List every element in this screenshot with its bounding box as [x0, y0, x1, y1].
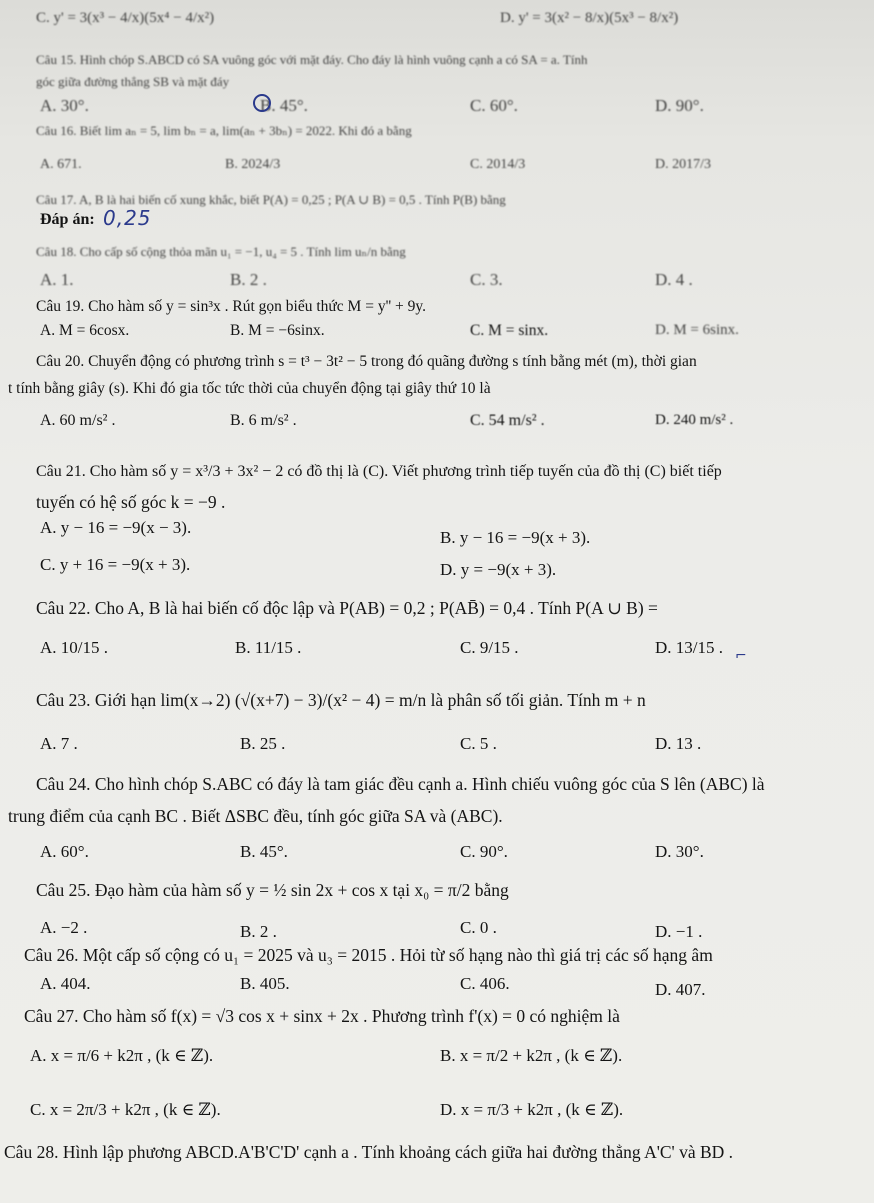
q27-option-c: C. x = 2π/3 + k2π , (k ∈ ℤ). — [30, 1100, 221, 1119]
q24-text-2: trung điểm của cạnh BC . Biết ΔSBC đều, tính góc giữa SA và (ABC). — [8, 806, 503, 826]
q28-text: Câu 28. Hình lập phương ABCD.A'B'C'D' cạnh a . Tính khoảng cách giữa hai đường thẳng A'C' và BD . — [4, 1142, 734, 1162]
q21-text: Câu 21. Cho hàm số y = x³/3 + 3x² − 2 có đồ thị là (C). Viết phương trình tiếp tuyến của đồ thị (C) biết tiếp — [36, 463, 722, 480]
q21-option-c: C. y + 16 = −9(x + 3). — [40, 555, 191, 574]
q20-option-b: B. 6 m/s² . — [230, 412, 297, 429]
q17-answer-label: Đáp án: — [40, 211, 95, 228]
q18-text: Câu 18. Cho cấp số cộng thỏa mãn u₁ = −1, u₄ = 5 . Tính lim uₙ/n bằng — [36, 244, 406, 259]
q23-option-a: A. 7 . — [40, 734, 78, 753]
q16-option-c: C. 2014/3 — [470, 157, 526, 172]
q23-option-d: D. 13 . — [655, 734, 702, 753]
q18-option-c: C. 3. — [470, 270, 503, 289]
q19-option-c: C. M = sinx. — [470, 322, 549, 339]
q19-option-a: A. M = 6cosx. — [40, 322, 130, 339]
q25-option-c: C. 0 . — [460, 918, 497, 937]
q15-text-2: góc giữa đường thẳng SB và mặt đáy — [36, 74, 230, 89]
q16-text: Câu 16. Biết lim aₙ = 5, lim bₙ = a, lim(aₙ + 3bₙ) = 2022. Khi đó a bằng — [36, 123, 412, 138]
q19-text: Câu 19. Cho hàm số y = sin³x . Rút gọn biểu thức M = y'' + 9y. — [36, 298, 427, 315]
q16-option-d: D. 2017/3 — [655, 157, 711, 172]
q26-option-b: B. 405. — [240, 974, 290, 993]
q19-option-d: D. M = 6sinx. — [655, 322, 739, 338]
q15-option-d: D. 90°. — [655, 96, 704, 115]
q22-option-c: C. 9/15 . — [460, 638, 519, 657]
q21-option-d: D. y = −9(x + 3). — [440, 560, 557, 579]
q15-option-c: C. 60°. — [470, 96, 518, 115]
q22-option-a: A. 10/15 . — [40, 638, 108, 657]
q20-option-c: C. 54 m/s² . — [470, 412, 545, 429]
q14-option-d: D. y' = 3(x² − 8/x)(5x³ − 8/x²) — [500, 10, 679, 26]
q16-option-a: A. 671. — [40, 157, 82, 172]
q23-option-c: C. 5 . — [460, 734, 497, 753]
q15-text: Câu 15. Hình chóp S.ABCD có SA vuông góc với mặt đáy. Cho đáy là hình vuông cạnh a có SA = a. Tính — [36, 52, 588, 67]
q24-option-a: A. 60°. — [40, 842, 89, 861]
q26-option-a: A. 404. — [40, 974, 91, 993]
q17-text: Câu 17. A, B là hai biến cố xung khắc, biết P(A) = 0,25 ; P(A ∪ B) = 0,5 . Tính P(B) bằng — [36, 192, 506, 207]
q24-option-c: C. 90°. — [460, 842, 508, 861]
q22-text: Câu 22. Cho A, B là hai biến cố độc lập và P(AB) = 0,2 ; P(AB̄) = 0,4 . Tính P(A ∪ B) = — [36, 598, 658, 618]
q24-option-b: B. 45°. — [240, 842, 288, 861]
q14-option-c: C. y' = 3(x³ − 4/x)(5x⁴ − 4/x²) — [36, 10, 215, 26]
q17-handwritten-answer: 0,25 — [103, 206, 152, 230]
q26-option-d: D. 407. — [655, 980, 706, 999]
q15-circled-mark — [253, 94, 271, 112]
q22-option-b: B. 11/15 . — [235, 638, 302, 657]
q22-option-d: D. 13/15 . — [655, 638, 723, 657]
q20-text: Câu 20. Chuyển động có phương trình s = t³ − 3t² − 5 trong đó quãng đường s tính bằng mét (m), thời gian — [36, 353, 697, 370]
q15-option-b: B. 45°. — [260, 96, 308, 115]
q26-text: Câu 26. Một cấp số cộng có u₁ = 2025 và u₃ = 2015 . Hỏi từ số hạng nào thì giá trị các số hạng âm — [24, 945, 713, 965]
q27-text: Câu 27. Cho hàm số f(x) = √3 cos x + sinx + 2x . Phương trình f'(x) = 0 có nghiệm là — [24, 1006, 620, 1026]
q15-option-a: A. 30°. — [40, 96, 89, 115]
q27-option-a: A. x = π/6 + k2π , (k ∈ ℤ). — [30, 1046, 214, 1065]
q21-text-2: tuyến có hệ số góc k = −9 . — [36, 492, 226, 512]
q25-option-b: B. 2 . — [240, 922, 277, 941]
q20-option-d: D. 240 m/s² . — [655, 412, 734, 428]
q24-text: Câu 24. Cho hình chóp S.ABC có đáy là tam giác đều cạnh a. Hình chiếu vuông góc của S lên (ABC) là — [36, 774, 765, 794]
q23-option-b: B. 25 . — [240, 734, 286, 753]
q18-option-b: B. 2 . — [230, 270, 267, 289]
q27-option-b: B. x = π/2 + k2π , (k ∈ ℤ). — [440, 1046, 623, 1065]
q18-option-a: A. 1. — [40, 270, 74, 289]
q22-check-mark: ⌐ — [735, 648, 747, 664]
q20-option-a: A. 60 m/s² . — [40, 412, 116, 429]
q23-text: Câu 23. Giới hạn lim(x→2) (√(x+7) − 3)/(x² − 4) = m/n là phân số tối giản. Tính m + n — [36, 690, 646, 710]
q24-option-d: D. 30°. — [655, 842, 704, 861]
q20-text-2: t tính bằng giây (s). Khi đó gia tốc tức thời của chuyển động tại giây thứ 10 là — [8, 380, 491, 397]
q26-option-c: C. 406. — [460, 974, 510, 993]
q21-option-b: B. y − 16 = −9(x + 3). — [440, 528, 591, 547]
q18-option-d: D. 4 . — [655, 270, 693, 289]
q25-option-a: A. −2 . — [40, 918, 88, 937]
q19-option-b: B. M = −6sinx. — [230, 322, 325, 339]
q27-option-d: D. x = π/3 + k2π , (k ∈ ℤ). — [440, 1100, 624, 1119]
q25-option-d: D. −1 . — [655, 922, 703, 941]
q21-option-a: A. y − 16 = −9(x − 3). — [40, 518, 192, 537]
q25-text: Câu 25. Đạo hàm của hàm số y = ½ sin 2x + cos x tại x₀ = π/2 bằng — [36, 880, 509, 900]
q16-option-b: B. 2024/3 — [225, 157, 281, 172]
